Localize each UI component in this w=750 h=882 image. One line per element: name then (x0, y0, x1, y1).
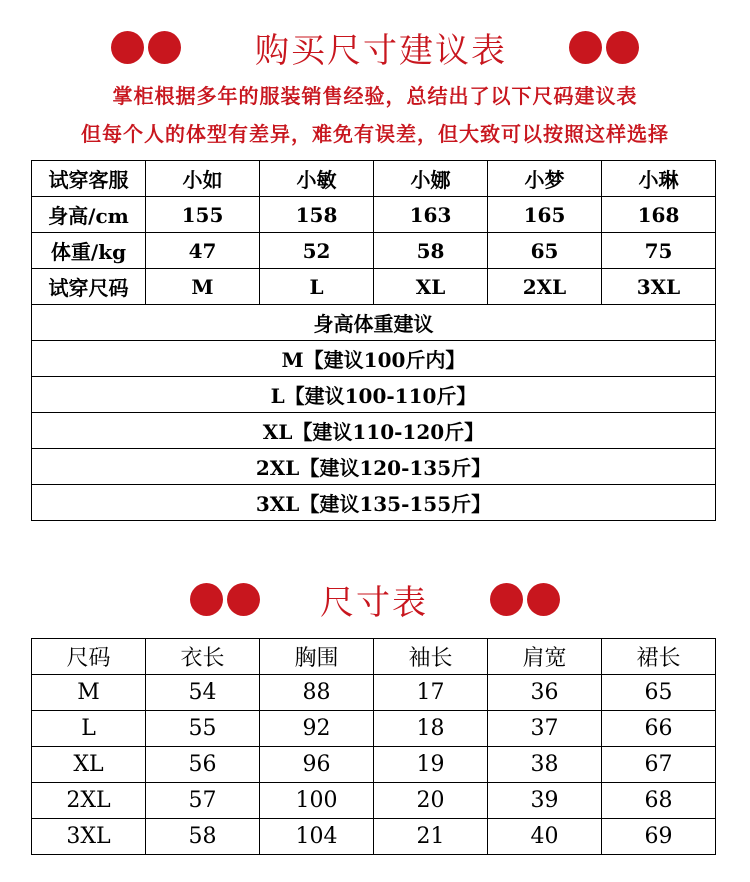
decorative-dots-left (190, 583, 260, 616)
table-cell: 67 (602, 747, 716, 783)
size-chart-table (31, 638, 716, 855)
advice-heading: 身高体重建议 (32, 305, 716, 341)
size-advice-title-row (0, 22, 750, 72)
red-dot-icon (490, 583, 523, 616)
table-cell: 158 (260, 197, 374, 233)
header-cell: 袖长 (374, 639, 488, 675)
table-row (32, 269, 716, 305)
table-cell: 40 (488, 819, 602, 855)
advice-row (32, 377, 716, 413)
table-row (32, 783, 716, 819)
table-cell: 36 (488, 675, 602, 711)
size-label: XL (32, 747, 146, 783)
table-cell: 56 (146, 747, 260, 783)
size-advice-title: 购买尺寸建议表 (255, 30, 507, 71)
header-cell: 肩宽 (488, 639, 602, 675)
red-dot-icon (527, 583, 560, 616)
row-label: 试穿尺码 (32, 269, 146, 305)
header-cell: 小梦 (488, 161, 602, 197)
advice-row (32, 485, 716, 521)
table-cell: 155 (146, 197, 260, 233)
size-chart-title-row (0, 574, 750, 624)
header-cell: 试穿客服 (32, 161, 146, 197)
table-cell: 39 (488, 783, 602, 819)
table-row (32, 747, 716, 783)
table-cell: 37 (488, 711, 602, 747)
table-row (32, 711, 716, 747)
table-cell: 18 (374, 711, 488, 747)
table-cell: 2XL (488, 269, 602, 305)
decorative-dots-right (490, 583, 560, 616)
table-cell: 104 (260, 819, 374, 855)
table-cell: 20 (374, 783, 488, 819)
size-label: M (32, 675, 146, 711)
red-dot-icon (148, 31, 181, 64)
red-dot-icon (111, 31, 144, 64)
table-cell: 21 (374, 819, 488, 855)
row-label: 体重/kg (32, 233, 146, 269)
advice-item: 2XL【建议120-135斤】 (32, 449, 716, 485)
advice-row (32, 413, 716, 449)
subtitle-line-2: 但每个人的体型有差异，难免有误差，但大致可以按照这样选择 (81, 122, 669, 146)
table-cell: 69 (602, 819, 716, 855)
header-cell: 尺码 (32, 639, 146, 675)
table-cell: XL (374, 269, 488, 305)
table-cell: 65 (488, 233, 602, 269)
red-dot-icon (569, 31, 602, 64)
advice-item: M【建议100斤内】 (32, 341, 716, 377)
table-cell: 38 (488, 747, 602, 783)
table-cell: 19 (374, 747, 488, 783)
table-cell: 47 (146, 233, 260, 269)
red-dot-icon (606, 31, 639, 64)
header-cell: 衣长 (146, 639, 260, 675)
table-header-row (32, 639, 716, 675)
table-cell: 58 (374, 233, 488, 269)
table-row (32, 819, 716, 855)
row-label: 身高/cm (32, 197, 146, 233)
header-cell: 裙长 (602, 639, 716, 675)
table-cell: 58 (146, 819, 260, 855)
red-dot-icon (227, 583, 260, 616)
table-cell: 65 (602, 675, 716, 711)
table-cell: 54 (146, 675, 260, 711)
table-cell: 96 (260, 747, 374, 783)
table-header-row (32, 161, 716, 197)
fit-trial-table (31, 160, 716, 521)
advice-item: L【建议100-110斤】 (32, 377, 716, 413)
table-cell: 55 (146, 711, 260, 747)
table-cell: 68 (602, 783, 716, 819)
table-cell: 163 (374, 197, 488, 233)
header-cell: 小如 (146, 161, 260, 197)
header-cell: 小娜 (374, 161, 488, 197)
table-row (32, 675, 716, 711)
table-cell: 57 (146, 783, 260, 819)
decorative-dots-right (569, 31, 639, 64)
advice-heading-row (32, 305, 716, 341)
advice-row (32, 449, 716, 485)
header-cell: 胸围 (260, 639, 374, 675)
table-row (32, 197, 716, 233)
table-cell: 165 (488, 197, 602, 233)
red-dot-icon (190, 583, 223, 616)
table-cell: 88 (260, 675, 374, 711)
advice-item: 3XL【建议135-155斤】 (32, 485, 716, 521)
table-cell: L (260, 269, 374, 305)
table-row (32, 233, 716, 269)
header-cell: 小敏 (260, 161, 374, 197)
advice-row (32, 341, 716, 377)
table-cell: 168 (602, 197, 716, 233)
size-label: 2XL (32, 783, 146, 819)
size-label: L (32, 711, 146, 747)
table-cell: 92 (260, 711, 374, 747)
subtitle-line-1: 掌柜根据多年的服装销售经验，总结出了以下尺码建议表 (112, 84, 638, 108)
table-cell: 66 (602, 711, 716, 747)
advice-item: XL【建议110-120斤】 (32, 413, 716, 449)
header-cell: 小琳 (602, 161, 716, 197)
table-cell: 52 (260, 233, 374, 269)
table-cell: 100 (260, 783, 374, 819)
table-cell: 17 (374, 675, 488, 711)
table-cell: 75 (602, 233, 716, 269)
size-label: 3XL (32, 819, 146, 855)
decorative-dots-left (111, 31, 181, 64)
table-cell: 3XL (602, 269, 716, 305)
table-cell: M (146, 269, 260, 305)
size-chart-title: 尺寸表 (320, 582, 428, 623)
